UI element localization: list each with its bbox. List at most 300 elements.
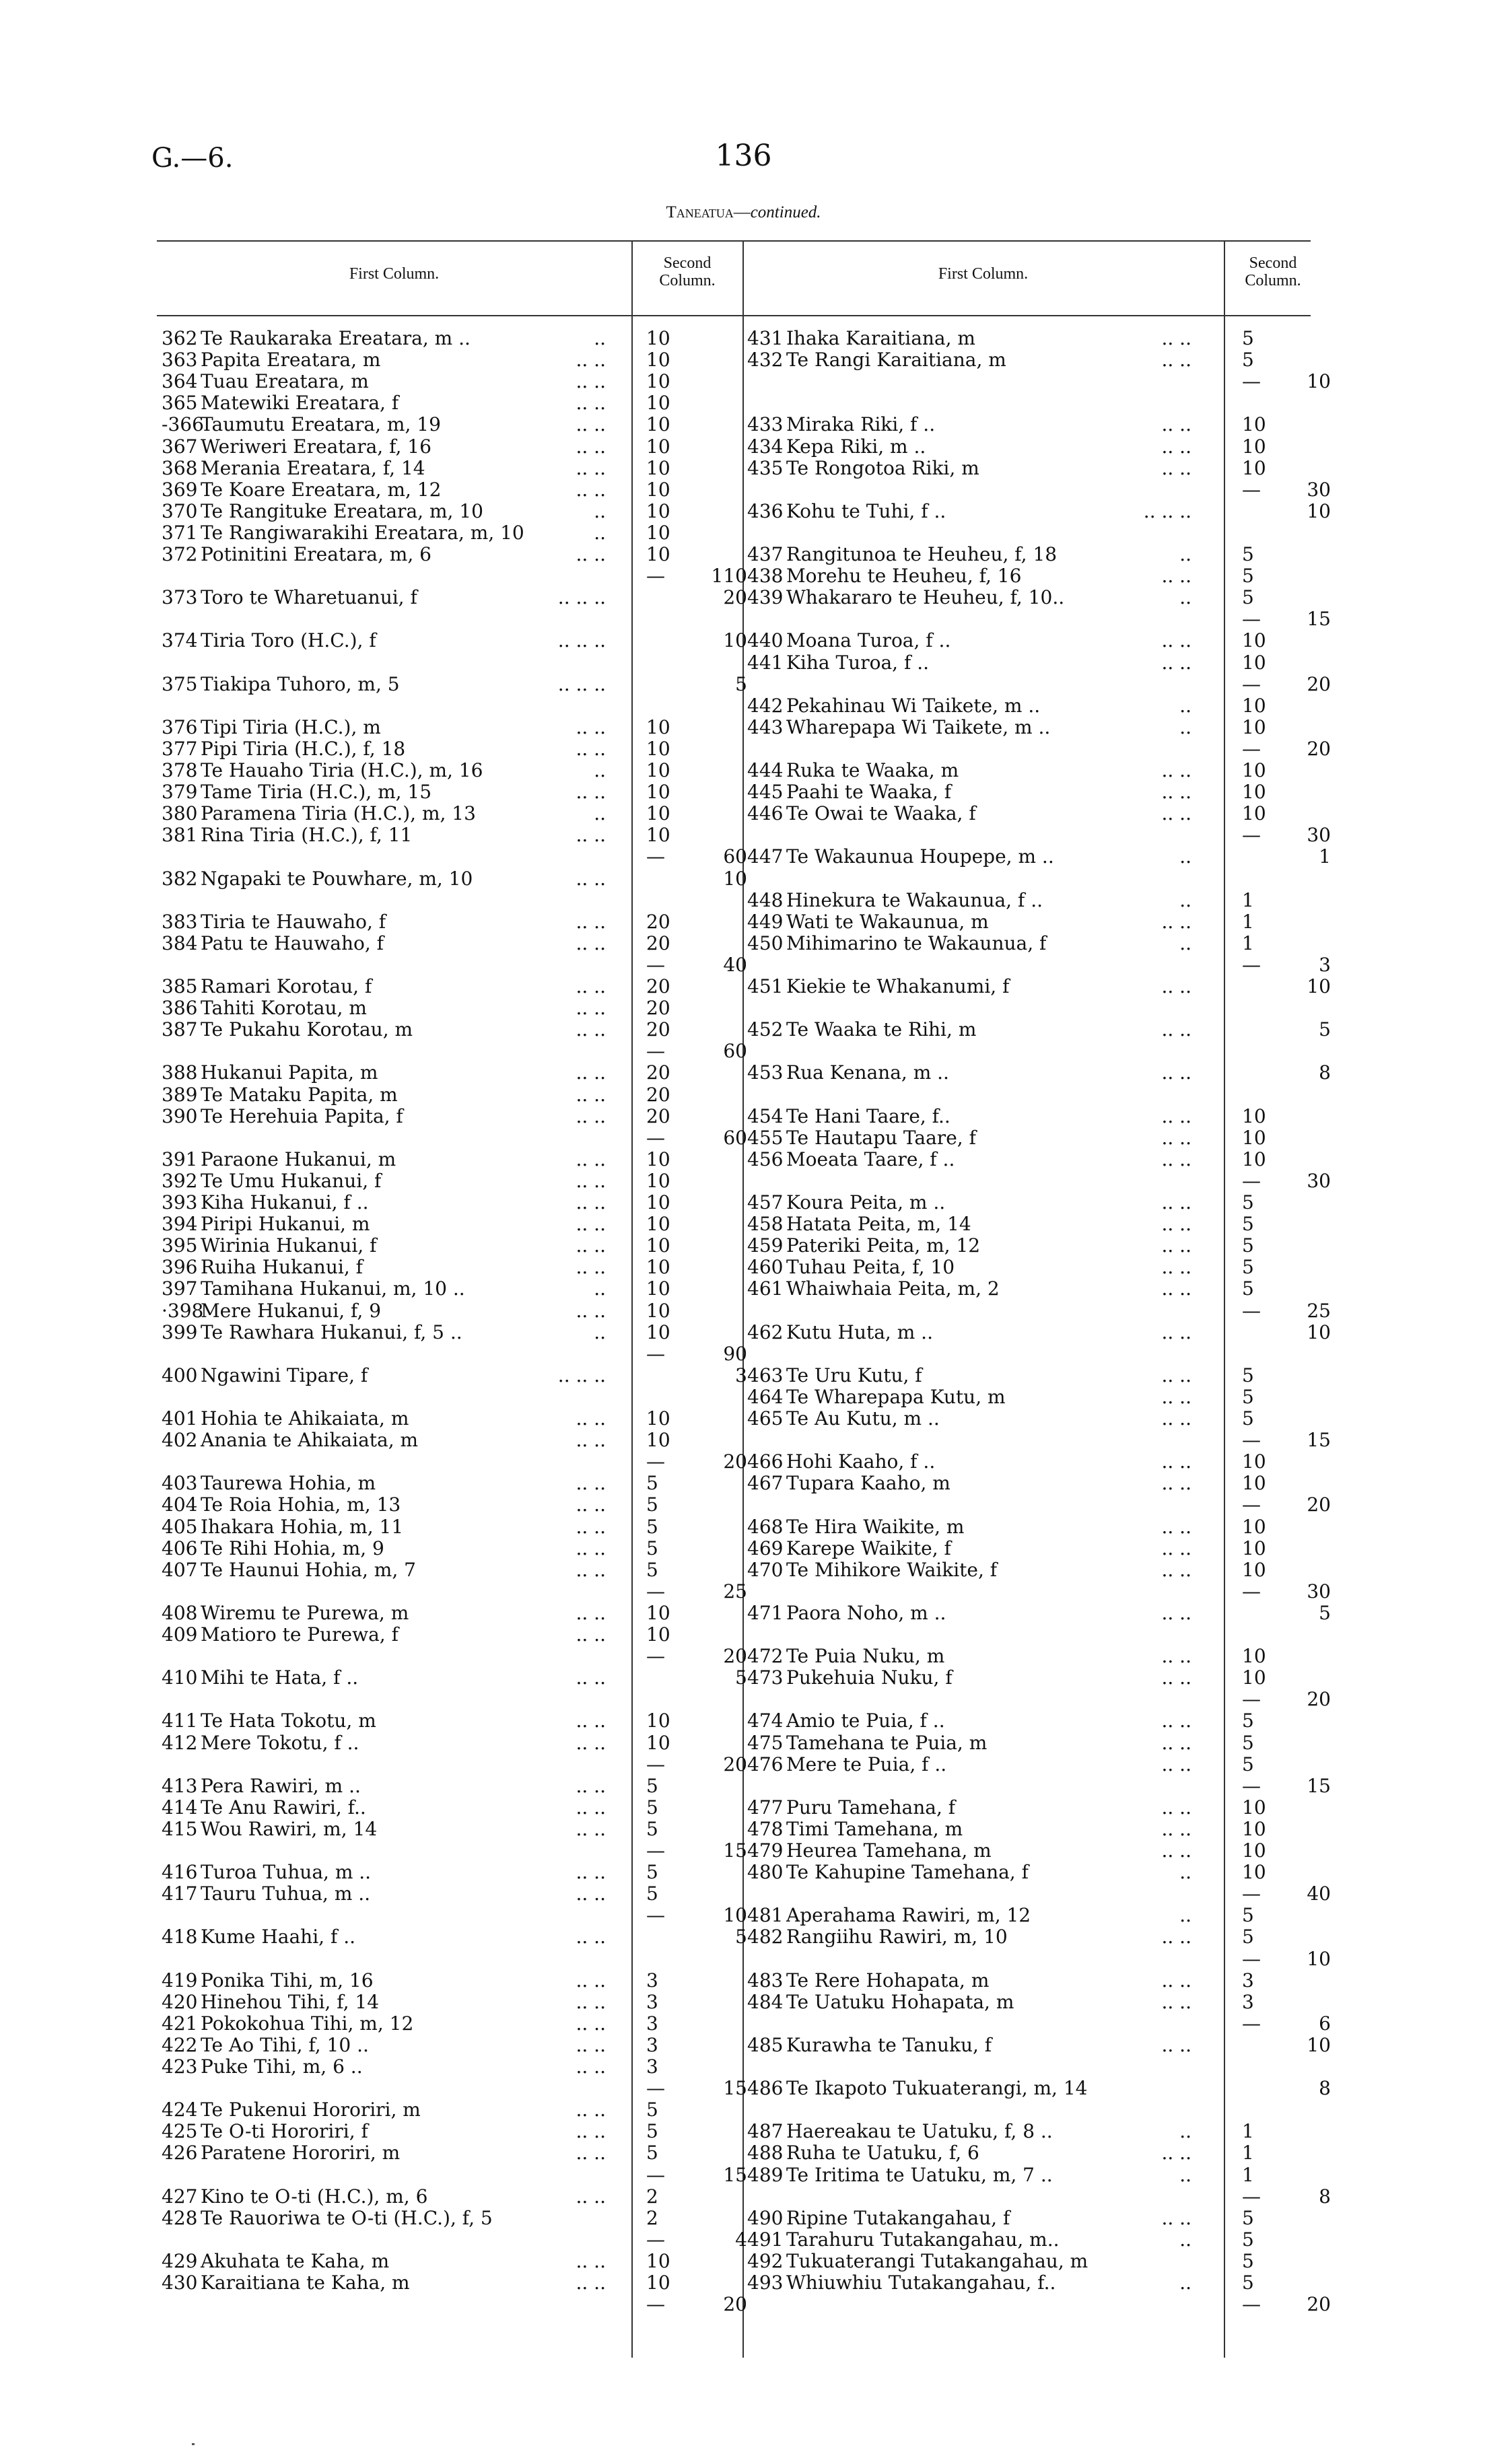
table-row [162,2208,740,2229]
subtotal-row [162,1839,747,1862]
entry-name: 406 [162,1537,198,1559]
leader-dots: .. [1179,845,1191,868]
subtotal-value: 10 [1307,1947,1331,1970]
table-row [747,1321,1331,1343]
entry-label: Tuhau Peita, f, 10 [786,1256,955,1279]
leader-dots: .. [1179,2163,1191,2186]
first-column-value: 10 [646,413,670,436]
subtotal-value: 25 [1307,1299,1331,1322]
subtotal-row [747,1580,1331,1603]
entry-name: 393 [162,1191,198,1213]
entry-name: 374 [162,629,198,652]
entry-name: 414 [162,1796,198,1819]
leader-dots: .. [1179,586,1191,609]
table-row [747,1926,1326,1948]
subtotal-row [162,2077,747,2100]
subtotal-value: 20 [1307,2293,1331,2316]
entry-name: 390 [162,1104,198,1127]
entry-label: Kiha Hukanui, f .. [201,1191,369,1213]
first-column-value: 5 [646,1774,658,1797]
entry-name: 421 [162,2012,198,2035]
leader-dots: .. .. [1161,1558,1191,1581]
first-column-value: 5 [1242,1904,1254,1927]
table-row [747,1646,1326,1667]
document-ref: G.—6. [151,143,234,174]
leader-dots: .. .. [576,1061,606,1084]
second-column-value: 8 [1319,1061,1331,1084]
entry-name: 435 [747,456,784,479]
entry-name: 367 [162,435,198,458]
spacer-row [162,608,740,630]
table-row [162,2251,740,2272]
table-row [162,781,740,803]
subtotal-value: 20 [1307,1493,1331,1516]
subtotal-dash: — [1242,1299,1261,1322]
subtotal-row [162,565,747,588]
table-row [747,803,1326,824]
subtotal-value: 10 [1307,370,1331,393]
entry-label: Tuau Ereatara, m [201,370,369,393]
second-column-value: 10 [723,629,747,652]
entry-label: Te Umu Hukanui, f [201,1169,382,1192]
table-row [747,2142,1326,2164]
table-row [162,2272,740,2294]
leader-dots: .. .. [576,824,606,847]
entry-label: Pera Rawiri, m .. [201,1774,361,1797]
table-row [162,1473,740,1494]
entry-label: Hukanui Papita, m [201,1061,378,1084]
leader-dots: .. [1179,2228,1191,2251]
leader-dots: .. .. [576,1148,606,1170]
first-column-value: 10 [646,1321,670,1343]
table-row [162,1192,740,1213]
entry-label: Hinekura te Wakaunua, f .. [786,888,1043,911]
leader-dots: .. .. [1161,1839,1191,1862]
entry-name: 423 [162,2055,198,2078]
entry-name: ·398 [162,1299,204,1322]
entry-name: 471 [747,1601,784,1624]
spacer-row [162,890,740,911]
table-row [162,328,740,349]
entry-label: Te Rangituke Ereatara, m, 10 [201,499,483,522]
first-column-value: 10 [646,715,670,738]
subtotal-row [747,1688,1331,1711]
table-row [162,1970,740,1992]
entry-label: Puru Tamehana, f [786,1796,956,1819]
subtotal-dash: — [1242,672,1261,695]
entry-label: Koura Peita, m .. [786,1191,946,1213]
first-column-value: 5 [1242,2272,1254,2294]
table-row [747,1797,1326,1819]
table-row [162,1992,740,2013]
entry-label: Tiakipa Tuhoro, m, 5 [201,672,400,695]
leader-dots: .. .. [576,1472,606,1495]
entry-label: Te Hata Tokotu, m [201,1710,376,1732]
entry-label: Whiuwhiu Tutakangahau, f.. [786,2272,1056,2294]
entry-label: Te Hautapu Taare, f [786,1126,976,1149]
entry-name: 463 [747,1364,784,1386]
subtotal-value: 30 [1307,1169,1331,1192]
entry-name: 464 [747,1385,784,1408]
entry-label: Puke Tihi, m, 6 .. [201,2055,363,2078]
subtotal-row [747,1169,1331,1192]
first-column-value: 20 [646,1061,670,1084]
entry-label: Te Waaka te Rihi, m [786,1018,977,1041]
leader-dots: .. [1179,543,1191,565]
leader-dots: .. .. [576,349,606,372]
table-row [162,2099,740,2121]
entry-name: 422 [162,2033,198,2056]
first-column-value: 5 [1242,1926,1254,1948]
entry-label: Haereakau te Uatuku, f, 8 .. [786,2120,1053,2143]
first-column-value: 3 [1242,1969,1254,1992]
subtotal-value: 60 [723,845,747,868]
table-head-rule [157,315,1311,316]
entry-name: 452 [747,1018,784,1041]
entry-label: Matewiki Ereatara, f [201,392,399,415]
leader-dots: .. .. [576,910,606,933]
first-column-value: 10 [646,456,670,479]
first-column-value: 5 [1242,1234,1254,1257]
entry-label: Te Uatuku Hohapata, m [786,1990,1014,2013]
entry-name: 373 [162,586,198,609]
entry-name: 409 [162,1623,198,1646]
spacer-row [747,868,1326,890]
entry-name: 449 [747,910,784,933]
spacer-row [747,1084,1326,1106]
first-column-value: 10 [646,1148,670,1170]
entry-label: Te Rangi Karaitiana, m [786,349,1006,372]
entry-name: 459 [747,1234,784,1257]
first-column-value: 5 [1242,1731,1254,1754]
entry-label: Te Ao Tihi, f, 10 .. [201,2033,369,2056]
table-row [747,1018,1331,1041]
table-row [747,1905,1326,1926]
subtotal-dash: — [646,2163,665,2186]
subtotal-row [747,2293,1331,2316]
entry-name: 429 [162,2249,198,2272]
subtotal-value: 30 [1307,824,1331,847]
entry-label: Taurewa Hohia, m [201,1472,376,1495]
entry-label: Tamehana te Puia, m [786,1731,988,1754]
first-column-value: 10 [646,478,670,501]
first-column-value: 5 [1242,2206,1254,2229]
first-column-value: 5 [646,1817,658,1840]
subtotal-row [747,953,1331,976]
first-column-value: 10 [1242,1817,1266,1840]
spacer-row [747,2099,1326,2121]
subtotal-value: 20 [1307,672,1331,695]
table-row [747,1710,1326,1732]
first-column-value: 5 [646,1861,658,1884]
entry-label: Te Pukenui Hororiri, m [201,2099,421,2121]
subtotal-row [747,1774,1331,1797]
entry-name: 433 [747,413,784,436]
table-row [162,1213,740,1235]
table-row [162,1797,740,1819]
subtotal-value: 15 [1307,1774,1331,1797]
entry-label: Te Au Kutu, m .. [786,1407,940,1430]
entry-label: Hohi Kaaho, f .. [786,1450,936,1473]
leader-dots: .. .. [576,737,606,760]
entry-name: 394 [162,1213,198,1236]
entry-name: 363 [162,349,198,372]
leader-dots: .. .. [1161,413,1191,436]
first-column-value: 5 [1242,1710,1254,1732]
entry-name: 451 [747,975,784,997]
table-row [747,414,1326,435]
leader-dots: .. .. .. [557,1364,606,1386]
entry-label: Ruka te Waaka, m [786,759,959,781]
table-row [747,565,1326,587]
entry-label: Aperahama Rawiri, m, 12 [786,1904,1031,1927]
leader-dots: .. .. [1161,1450,1191,1473]
leader-dots: .. .. [1161,1666,1191,1689]
subtotal-dash: — [1242,1580,1261,1603]
first-column-value: 5 [646,1882,658,1905]
entry-label: Wirinia Hukanui, f [201,1234,377,1257]
entry-name: 462 [747,1321,784,1343]
subtotal-dash: — [646,2228,665,2251]
entry-name: 478 [747,1817,784,1840]
table-row [162,2121,740,2142]
entry-name: 437 [747,543,784,565]
entry-label: Tarahuru Tutakangahau, m.. [786,2228,1060,2251]
entry-name: 475 [747,1731,784,1754]
table-row [747,587,1326,608]
entry-label: Tahiti Korotau, m [201,997,367,1020]
first-column-value: 5 [1242,349,1254,372]
first-column-value: 10 [1242,1126,1266,1149]
leader-dots: .. .. [576,392,606,415]
leader-dots: .. [594,327,606,349]
subtotal-dash: — [1242,953,1261,976]
entry-label: Wiremu te Purewa, m [201,1601,409,1624]
first-column-value: 10 [646,1299,670,1322]
leader-dots: .. .. [576,1926,606,1948]
leader-dots: .. .. [1161,456,1191,479]
subtotal-value: 20 [723,1753,747,1775]
entry-label: Ramari Korotau, f [201,975,372,997]
table-row [162,436,740,458]
entry-name: 484 [747,1990,784,2013]
table-row [162,1278,740,1300]
leader-dots: .. [594,499,606,522]
leader-dots: .. .. [1161,1601,1191,1624]
entry-label: Rua Kenana, m .. [786,1061,949,1084]
leader-dots: .. [594,1277,606,1300]
entry-label: Te Hira Waikite, m [786,1515,965,1538]
entry-label: Te Mihikore Waikite, f [786,1558,998,1581]
subtotal-dash: — [1242,2012,1261,2035]
leader-dots: .. .. [576,1601,606,1624]
leader-dots: .. [1179,931,1191,954]
table-row [162,1430,740,1451]
divider-center [742,240,744,2358]
leader-dots: .. .. [1161,435,1191,458]
spacer-row [162,652,740,674]
first-column-value: 10 [1242,1537,1266,1559]
entry-label: Ruha te Uatuku, f, 6 [786,2142,979,2164]
first-column-value: 10 [646,1429,670,1452]
table-row [747,1213,1326,1235]
table-row [162,1084,740,1106]
subtotal-row [747,1947,1331,1970]
first-column-value: 10 [646,1623,670,1646]
table-row [162,2035,740,2056]
subtotal-dash: — [646,1450,665,1473]
entry-name: 389 [162,1083,198,1106]
leader-dots: .. .. [576,2012,606,2035]
entry-label: Pateriki Peita, m, 12 [786,1234,981,1257]
first-column-value: 10 [1242,715,1266,738]
entry-name: 410 [162,1666,198,1689]
table-row [162,933,740,954]
leader-dots: .. .. [576,1299,606,1322]
entry-label: Potinitini Ereatara, m, 6 [201,543,431,565]
table-row [162,371,740,392]
first-column-value: 1 [1242,910,1254,933]
entry-label: Rangitunoa te Heuheu, f, 18 [786,543,1058,565]
entry-name: 381 [162,824,198,847]
table-row [747,544,1326,565]
spacer-row [162,1948,740,1970]
entry-label: Papita Ereatara, m [201,349,381,372]
leader-dots: .. [1179,2272,1191,2294]
subtotal-value: 30 [1307,1580,1331,1603]
entry-label: Ihaka Karaitiana, m [786,327,975,349]
entry-name: 456 [747,1148,784,1170]
table-row [162,1149,740,1170]
subtotal-dash: — [1242,737,1261,760]
entry-name: 375 [162,672,198,695]
entry-label: Morehu te Heuheu, f, 16 [786,565,1022,588]
first-column-value: 1 [1242,2120,1254,2143]
entry-name: 492 [747,2249,784,2272]
first-column-value: 20 [646,1104,670,1127]
leader-dots: .. .. [1161,781,1191,804]
first-column-value: 10 [1242,1472,1266,1495]
spacer-row [747,1624,1326,1646]
subtotal-value: 40 [723,953,747,976]
leader-dots: .. .. [1161,1277,1191,1300]
subtotal-row [747,1299,1331,1322]
table-row [162,1322,740,1343]
second-column-value: 20 [723,586,747,609]
table-row [162,1106,740,1127]
entry-label: Whaiwhaia Peita, m, 2 [786,1277,1000,1300]
second-column-value: 3 [735,1364,747,1386]
entry-label: Tiria Toro (H.C.), f [201,629,376,652]
first-column-value: 5 [1242,543,1254,565]
table-row [747,2164,1326,2186]
first-column-value: 1 [1242,888,1254,911]
entry-name: 439 [747,586,784,609]
subtotal-value: 15 [1307,1429,1331,1452]
table-row [747,1365,1326,1386]
leader-dots: .. .. [1161,1018,1191,1041]
table-row [162,1775,740,1797]
first-column-value: 10 [646,392,670,415]
table-row [162,629,747,652]
table-row [162,1603,740,1624]
leader-dots: .. .. [1161,1515,1191,1538]
subtotal-dash: — [1242,1688,1261,1711]
table-row [747,1601,1331,1624]
entry-label: Whakararo te Heuheu, f, 10.. [786,586,1065,609]
entry-name: 486 [747,2077,784,2100]
first-column-value: 20 [646,910,670,933]
entry-name: 441 [747,651,784,674]
subtotal-row [747,737,1331,760]
entry-label: Te Ikapoto Tukuaterangi, m, 14 [786,2077,1088,2100]
entry-name: 448 [747,888,784,911]
table-row [747,1257,1326,1278]
entry-label: Tipi Tiria (H.C.), m [201,715,381,738]
first-column-value: 10 [646,1601,670,1624]
entry-name: 453 [747,1061,784,1084]
left-half-table [162,327,747,2360]
entry-name: 443 [747,715,784,738]
table-row [747,1061,1331,1084]
second-column-value: 10 [1307,975,1331,997]
first-column-value: 10 [646,781,670,804]
entry-label: Te Rihi Hohia, m, 9 [201,1537,384,1559]
entry-name: 488 [747,2142,784,2164]
entry-name: 458 [747,1213,784,1236]
subtotal-dash: — [1242,1429,1261,1452]
entry-name: 407 [162,1558,198,1581]
first-column-value: 10 [646,349,670,372]
subtotal-dash: — [646,2077,665,2100]
entry-label: Te Rongotoa Riki, m [786,456,979,479]
first-column-value: 10 [646,2272,670,2294]
entry-name: 487 [747,2120,784,2143]
entry-name: 426 [162,2142,198,2164]
leader-dots: .. [594,1321,606,1343]
entry-name: 442 [747,694,784,717]
entry-name: 445 [747,781,784,804]
spacer-row [747,1041,1326,1062]
first-column-value: 10 [1242,435,1266,458]
subtotal-value: 15 [723,2077,747,2100]
table-row [747,1235,1326,1257]
entry-label: Piripi Hukanui, m [201,1213,370,1236]
leader-dots: .. .. [576,1191,606,1213]
spacer-row [162,1689,740,1710]
spacer-row [162,1386,740,1408]
leader-dots: .. .. [1161,349,1191,372]
table-row [162,976,740,997]
spacer-row [162,695,740,717]
first-column-value: 20 [646,1083,670,1106]
first-column-value: 10 [646,824,670,847]
table-row [162,911,740,933]
entry-name: 450 [747,931,784,954]
subtotal-value: 90 [723,1342,747,1365]
entry-label: Kino te O-ti (H.C.), m, 6 [201,2185,428,2208]
leader-dots: .. .. .. [557,672,606,695]
subtotal-dash: — [1242,1774,1261,1797]
first-column-value: 3 [646,2033,658,2056]
entry-name: 408 [162,1601,198,1624]
entry-label: Paora Noho, m .. [786,1601,946,1624]
header-second-column-right: Second Column. [1245,254,1301,289]
leader-dots: .. .. [576,1169,606,1192]
leader-dots: .. .. [576,1861,606,1884]
entry-name: 481 [747,1904,784,1927]
table-row [162,1883,740,1905]
